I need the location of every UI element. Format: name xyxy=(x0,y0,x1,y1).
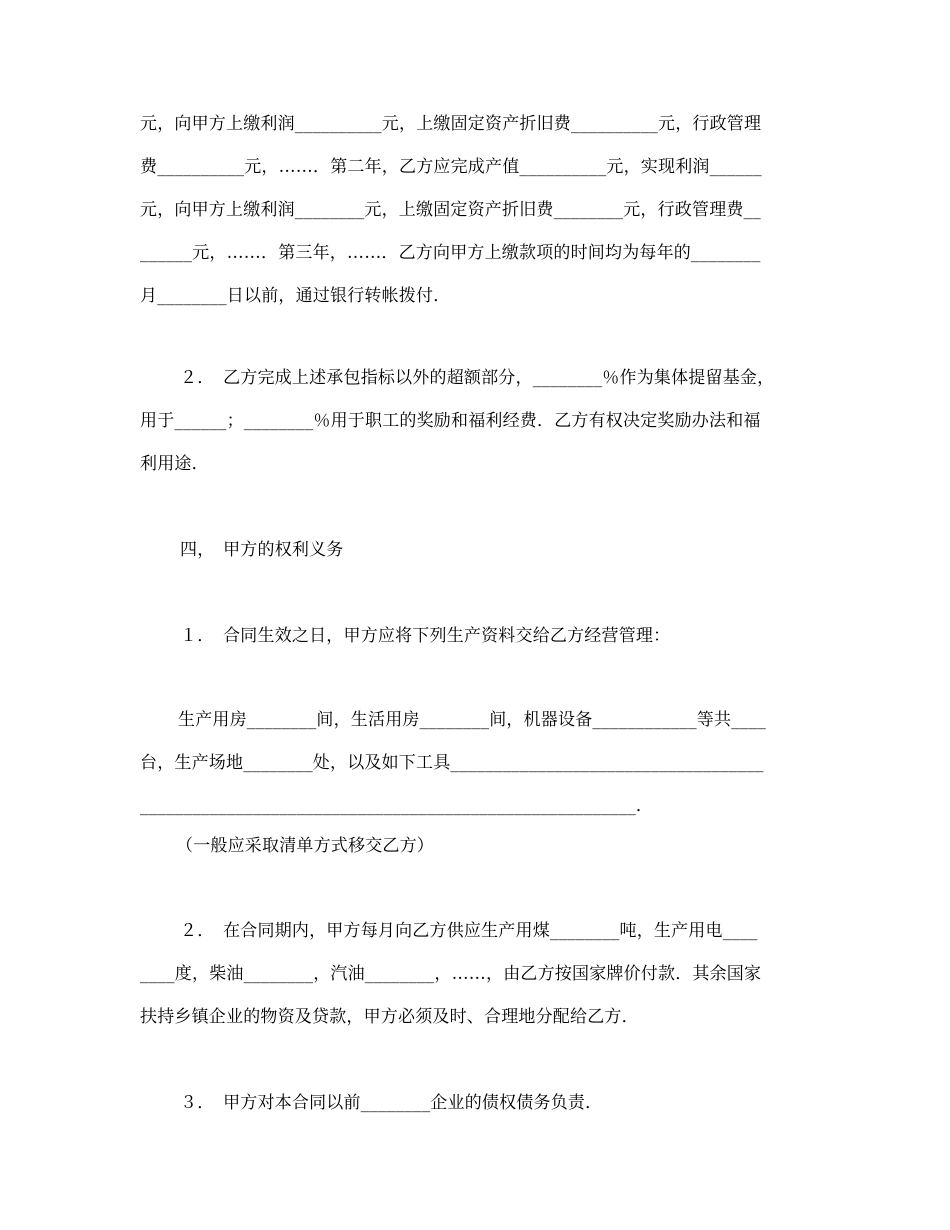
clause-4-2-line-3: 扶持乡镇企业的物资及贷款，甲方必须及时、合理地分配给乙方． xyxy=(140,1007,639,1027)
p1-line-4: ______元，……．第三年，……．乙方向甲方上缴款项的时间均为每年的________ xyxy=(140,243,761,263)
clause-4-2-line-1: ２． 在合同期内，甲方每月向乙方供应生产用煤________吨，生产用电____ xyxy=(180,921,758,941)
clause-4-3: ３． 甲方对本合同以前________企业的债权债务负责． xyxy=(180,1093,603,1113)
p2-line-3: 利用途． xyxy=(140,454,209,474)
section-heading: 四， 甲方的权利义务 xyxy=(180,540,344,560)
p1-line-1: 元，向甲方上缴利润__________元，上缴固定资产折旧费__________元，行政管理 xyxy=(140,114,762,134)
p2-line-2: 用于______；________％用于职工的奖励和福利经费．乙方有权决定奖励办法和福 xyxy=(140,411,761,431)
clause-4-2-line-2: ____度，柴油________，汽油________，……，由乙方按国家牌价付款．其余国家 xyxy=(140,964,762,984)
clause-4-1: １． 合同生效之日，甲方应将下列生产资料交给乙方经营管理： xyxy=(180,626,671,646)
asset-list-line-1: 生产用房________间，生活用房________间，机器设备____________等共____ xyxy=(178,710,766,730)
asset-list-line-3: _________________________________________________________． xyxy=(140,796,654,816)
p2-line-1: ２． 乙方完成上述承包指标以外的超额部分，________％作为集体提留基金， xyxy=(180,368,775,388)
p1-line-3: 元，向甲方上缴利润________元，上缴固定资产折旧费________元，行政管理费__ xyxy=(140,200,761,220)
transfer-note: （一般应采取清单方式移交乙方） xyxy=(176,836,434,856)
asset-list-line-2: 台，生产场地________处，以及如下工具____________________________________ xyxy=(140,753,764,773)
p1-line-2: 费__________元，……．第二年，乙方应完成产值__________元，实现利润______ xyxy=(140,157,762,177)
p1-line-5: 月________日以前，通过银行转帐拨付． xyxy=(140,286,451,306)
